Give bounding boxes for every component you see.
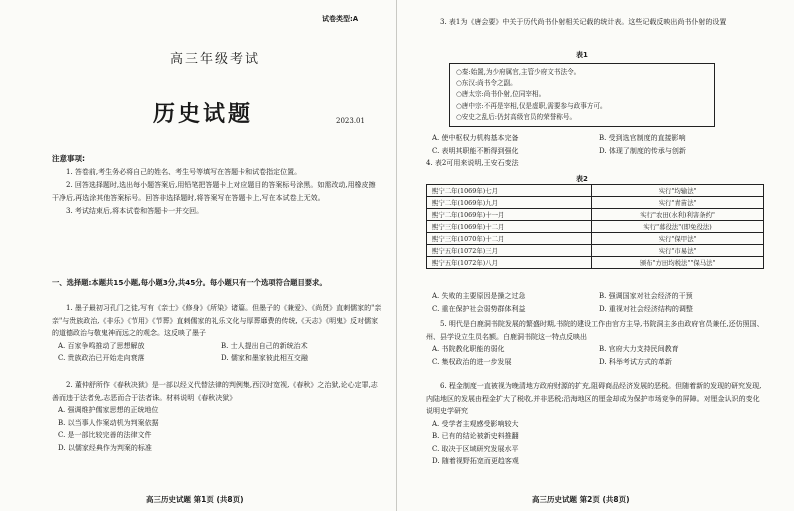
- question-4-options: [426, 290, 766, 315]
- note-item: 3. 考试结束后,将本试卷和答题卡一并交回。: [66, 207, 204, 215]
- question-1: [52, 302, 384, 365]
- question-options: [426, 132, 766, 157]
- section-heading: 一、选择题:本题共15小题,每小题3分,共45分。每小题只有一个选项符合题目要求。: [52, 278, 327, 287]
- table-cell: 实行"青苗法": [592, 197, 764, 209]
- question-options: [426, 343, 766, 368]
- question-3-options: [426, 132, 766, 170]
- page-footer: 高三历史试题 第1页 (共8页): [146, 495, 244, 504]
- notes-heading: 注意事项:: [52, 154, 85, 163]
- table-2: [426, 184, 764, 269]
- table-cell: 熙宁二年(1069年)十一月: [427, 209, 592, 221]
- question-2: [52, 379, 384, 454]
- question-5: [426, 318, 766, 368]
- table-row: [427, 185, 764, 197]
- option-b[interactable]: B. 强调国家对社会经济的干预: [599, 292, 693, 300]
- option-d[interactable]: D. 科举考试方式的革新: [599, 357, 672, 366]
- table-row: [427, 257, 764, 269]
- question-options: [426, 290, 766, 315]
- table-cell: 熙宁二年(1069年)九月: [427, 197, 592, 209]
- table-cell: 实行"农田(水利)利害条约": [592, 209, 764, 221]
- question-text: 3. 表1为《唐会要》中关于历代尚书仆射相关记载的统计表。这些记载反映出尚书仆射的设置: [440, 18, 727, 26]
- exam-date: 2023.01: [336, 117, 365, 125]
- table-row: [427, 197, 764, 209]
- table-row: ○东汉:尚书令之副。: [456, 79, 517, 88]
- option-c[interactable]: C. 重在保护社会弱势群体利益: [432, 304, 526, 313]
- question-text: 1. 墨子最初习孔门之徒,写有《亲士》《修身》《所染》诸篇。但墨子的《兼爱》、《尚贤》直刺儒家的"亲亲"与贵族政治,《非乐》《节用》《节葬》直刺儒家的礼乐文化与厚葬靡费的传统,《天志》《明鬼》反对儒家的道德政治与敬鬼神而远之的观念。这反映了墨子: [52, 304, 382, 337]
- question-text: 6. 程金制度一直被视为晚清地方政府财源的扩充,阻碍商品经济发展的恶税。但随着新的发现的研究发现,内陆地区的发展由程金扩大了税收,并非恶税;沿海地区的厘金却成为保护市场竞争的屏障。对厘金认识的变化说明史学研究: [426, 382, 762, 415]
- question-4-text: 4. 表2可用来说明,王安石变法: [426, 159, 519, 167]
- table-row: [427, 209, 764, 221]
- table-cell: 实行"保甲法": [592, 233, 764, 245]
- table-cell: 熙宁三年(1069年)十二月: [427, 221, 592, 233]
- option-b[interactable]: B. 以当事人作案动机为判案依据: [58, 418, 159, 427]
- table-cell: 熙宁二年(1069年)七月: [427, 185, 592, 197]
- option-c[interactable]: C. 取决于区域研究发展水平: [432, 444, 519, 453]
- option-c[interactable]: C. 贵族政治已开始走向衰落: [58, 354, 145, 362]
- option-a[interactable]: A. 受学者主观感受影响较大: [432, 419, 519, 428]
- paper-type-label: 试卷类型:A: [322, 15, 359, 23]
- table-cell: 实行"均输法": [592, 185, 764, 197]
- option-c[interactable]: C. 表明其职能不断得到强化: [432, 146, 519, 155]
- page-divider: [396, 0, 397, 511]
- table-cell: 颁布"方田均税法""保马法": [592, 257, 764, 269]
- notes-list: [52, 166, 382, 218]
- table-cell: 实行"募役法"(即免役法): [592, 221, 764, 233]
- option-a[interactable]: A. 使中枢权力机构基本完备: [432, 134, 519, 142]
- option-d[interactable]: D. 随着视野拓宽而更趋客观: [432, 457, 519, 465]
- question-options: [52, 340, 384, 365]
- page-footer: 高三历史试题 第2页 (共8页): [532, 495, 630, 504]
- question-text: 5. 明代是白鹿洞书院发展的繁盛时期,书院的建设工作由官方主导,书院洞主多由政府官员兼任,还仿照国、州、县学设立生员名额。白鹿洞书院这一特点反映出: [426, 320, 764, 341]
- option-a[interactable]: A. 百家争鸣推动了思想解放: [58, 341, 145, 350]
- table-cell: 实行"市易法": [592, 245, 764, 257]
- question-6: [426, 380, 766, 468]
- table-cell: 熙宁五年(1072年)八月: [427, 257, 592, 269]
- table-row: [427, 245, 764, 257]
- option-d[interactable]: D. 儒家和墨家彼此相互交融: [221, 354, 308, 362]
- note-item: 1. 答卷前,考生务必将自己的姓名、考生号等填写在答题卡和试卷指定位置。: [66, 168, 302, 176]
- grade-title: 高三年级考试: [170, 52, 261, 67]
- question-options: [52, 404, 384, 454]
- table-2-label: 表2: [576, 175, 588, 183]
- table-row: [427, 221, 764, 233]
- option-a[interactable]: A. 失败的主要原因是操之过急: [432, 292, 526, 300]
- question-3-stem: [426, 16, 766, 29]
- question-options: [426, 418, 766, 468]
- option-b[interactable]: B. 受到选官制度的直接影响: [599, 134, 686, 142]
- option-c[interactable]: C. 集权政治的进一步发展: [432, 357, 512, 366]
- table-row: ○安史之乱后:仍封高级官员的荣誉称号。: [456, 112, 577, 121]
- option-c[interactable]: C. 是一部比较完善的法律文件: [58, 431, 152, 439]
- option-d[interactable]: D. 体现了制度的传承与创新: [599, 146, 686, 155]
- table-cell: 熙宁五年(1072年)三月: [427, 245, 592, 257]
- table-row: ○唐中宗:不再是宰相,仅是虚职,需要参与政事方可。: [456, 101, 607, 110]
- option-b[interactable]: B. 已有的结论被新史料推翻: [432, 432, 519, 440]
- table-1: [449, 63, 715, 127]
- question-text: 2. 董仲舒所作《春秋决狱》是一部以经义代替法律的判例集,西汉时宽视,《春秋》之治狱,论心定罪,志善而违于法者免,志恶而合于法者诛。材料说明《春秋决狱》: [52, 381, 378, 402]
- table-row: ○秦:始置,为少府属官,主管少府文书法令。: [456, 68, 581, 76]
- subject-title: 历史试题: [153, 101, 254, 127]
- table-1-label: 表1: [576, 51, 588, 59]
- option-d[interactable]: D. 以儒家经典作为判案的标准: [58, 443, 152, 452]
- table-row: ○唐太宗:尚书仆射,位同宰相。: [456, 90, 546, 99]
- option-b[interactable]: B. 官府大力支持民间教育: [599, 345, 679, 353]
- option-b[interactable]: B. 士人提出自己的新统治术: [221, 341, 308, 350]
- option-d[interactable]: D. 重视对社会经济结构的调整: [599, 304, 693, 313]
- option-a[interactable]: A. 书院教化职能的弱化: [432, 345, 505, 353]
- note-item: 2. 回答选择题时,选出每小题答案后,用铅笔把答题卡上对应题目的答案标号涂黑。如需改动,用橡皮擦干净后,再选涂其他答案标号。回答非选择题时,将答案写在答题卡上,写在本试卷上无效。: [52, 181, 376, 202]
- table-row: [427, 233, 764, 245]
- table-cell: 熙宁三年(1070年)十二月: [427, 233, 592, 245]
- option-a[interactable]: A. 强调维护儒家思想的正统地位: [58, 406, 159, 414]
